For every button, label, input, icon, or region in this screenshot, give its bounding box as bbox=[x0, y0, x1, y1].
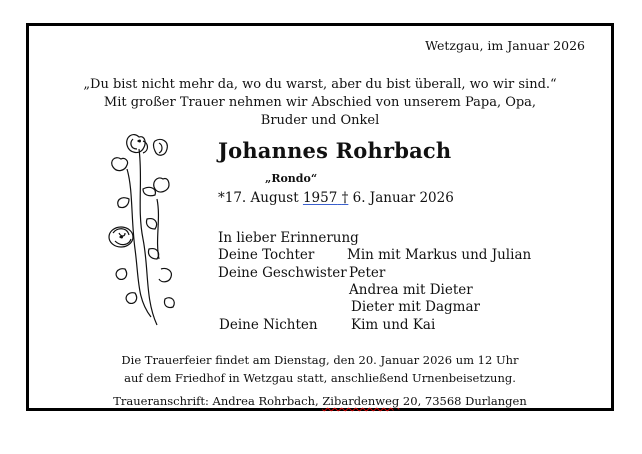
rose-illustration bbox=[99, 129, 191, 327]
deceased-nickname: „Rondo“ bbox=[265, 172, 318, 185]
cross-icon: † bbox=[341, 190, 349, 206]
death-date: 6. Januar 2026 bbox=[348, 190, 454, 206]
remembrance-intro: In lieber Erinnerung bbox=[218, 230, 359, 246]
place-date: Wetzgau, im Januar 2026 bbox=[425, 38, 585, 53]
relation-label: Deine Geschwister bbox=[218, 265, 347, 281]
relative-names: Andrea mit Dieter bbox=[349, 282, 473, 298]
life-dates bbox=[218, 190, 454, 206]
relation-label: Deine Tochter bbox=[218, 247, 315, 263]
birth-date: *17. August bbox=[218, 190, 303, 206]
mourning-address: Traueranschrift: Andrea Rohrbach, Zibardenweg 20, 73568 Durlangen bbox=[113, 394, 527, 408]
relative-names: Peter bbox=[349, 265, 386, 281]
intro-line: Mit großer Trauer nehmen wir Abschied von unserem Papa, Opa, bbox=[103, 95, 537, 110]
intro-line: Bruder und Onkel bbox=[260, 113, 380, 128]
relative-names: Kim und Kai bbox=[351, 317, 436, 333]
ceremony-line: auf dem Friedhof in Wetzgau statt, anschließend Urnenbeisetzung. bbox=[124, 371, 516, 385]
quote-block bbox=[29, 76, 611, 130]
ceremony-line: Die Trauerfeier findet am Dienstag, den 20. Januar 2026 um 12 Uhr bbox=[121, 353, 519, 367]
relative-names: Dieter mit Dagmar bbox=[351, 299, 480, 315]
deceased-name: Johannes Rohrbach bbox=[218, 138, 452, 163]
street-name: Zibardenweg bbox=[322, 394, 400, 408]
ceremony-info bbox=[29, 351, 611, 387]
birth-year: 1957 † bbox=[302, 190, 349, 206]
relative-names: Min mit Markus und Julian bbox=[347, 247, 532, 263]
quote-line: „Du bist nicht mehr da, wo du warst, aber du bist überall, wo wir sind.“ bbox=[83, 77, 557, 92]
obituary-notice bbox=[26, 23, 614, 411]
relation-label: Deine Nichten bbox=[219, 317, 318, 333]
